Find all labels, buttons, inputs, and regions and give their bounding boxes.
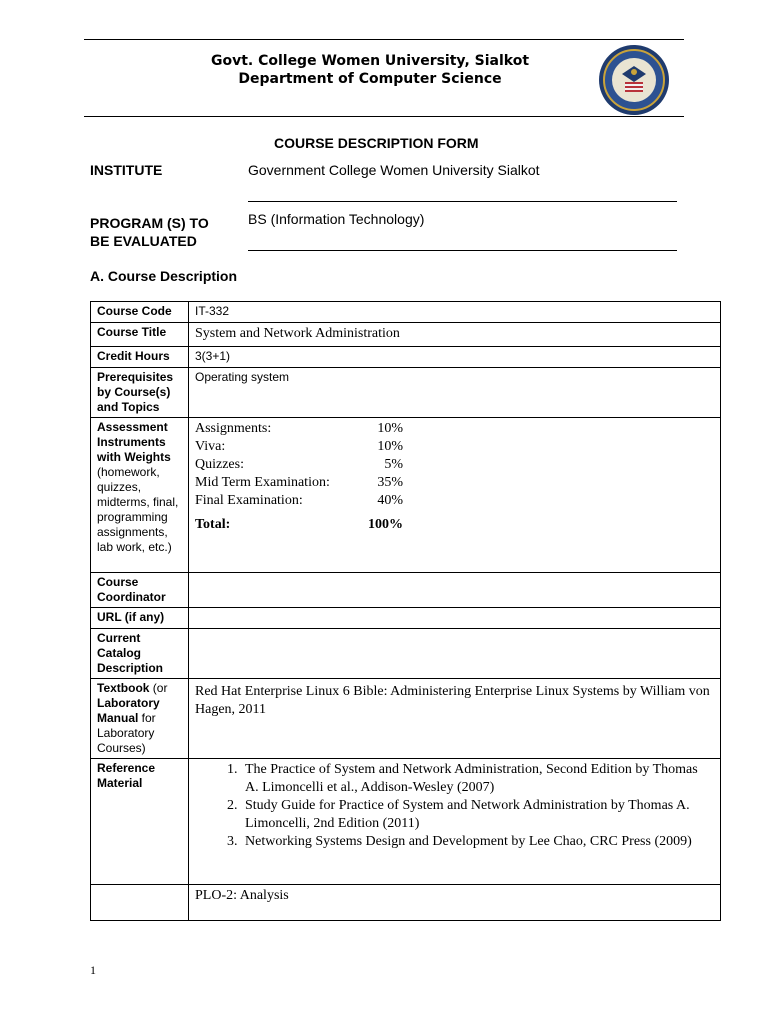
table-row-url [91,608,721,629]
plo-value: PLO-2: Analysis [189,885,721,921]
university-seal-logo [598,44,670,116]
program-value: BS (Information Technology) [248,211,425,227]
program-label-line2: BE EVALUATED [90,233,197,249]
header-top-rule [84,39,684,40]
reference-label: Reference Material [97,761,156,790]
assessment-item: Viva: 10% [195,439,403,454]
assessment-item: Quizzes: 5% [195,457,403,472]
assessment-item: Mid Term Examination: 35% [195,475,403,490]
textbook-label-part: (or [149,681,168,695]
textbook-label: Textbook [97,681,150,695]
reference-list-cell [189,759,721,885]
institute-underline [248,201,677,202]
course-title-label: Course Title [97,325,167,339]
assessment-total: Total: 100% [195,517,403,532]
table-row-plo [91,885,721,921]
program-label-line1: PROGRAM (S) TO [90,215,209,231]
plo-label [91,885,189,921]
prerequisites-value: Operating system [189,368,721,418]
department-name: Department of Computer Science [238,71,502,87]
textbook-text: Red Hat Enterprise Linux 6 Bible: Administering Enterprise Linux Systems by William von Hagen, 2011 [195,684,710,717]
credit-hours-label: Credit Hours [97,349,170,363]
textbook-label-part: for Laboratory Courses) [97,711,156,755]
table-row-catalog [91,629,721,679]
list-item: 3. Networking Systems Design and Development by Lee Chao, CRC Press (2009) [241,833,714,851]
page-number: 1 [90,963,96,977]
course-title-value: System and Network Administration [189,323,721,347]
section-a-title: A. Course Description [90,268,238,284]
assessment-item: Assignments: 10% [195,421,403,436]
table-row-reference [91,759,721,885]
institute-value: Government College Women University Sialkot [248,162,540,178]
assessment-weights [189,418,721,573]
prerequisites-label: Prerequisites by Course(s) and Topics [97,370,174,414]
reference-list [195,761,714,851]
catalog-label: Current Catalog Description [97,631,164,675]
url-label: URL (if any) [97,610,165,624]
list-item: 2. Study Guide for Practice of System and Network Administration by Thomas A. Limoncelli, 2nd Edition (2011) [241,797,714,833]
university-name: Govt. College Women University, Sialkot [210,53,530,69]
table-row-course-code [91,302,721,323]
program-underline [248,250,677,251]
assessment-label-detail: (homework, quizzes, midterms, final, programming assignments, lab work, etc.) [97,465,179,554]
institute-label: INSTITUTE [90,162,163,178]
textbook-value [189,679,721,759]
course-description-table [90,301,721,921]
catalog-value [189,629,721,679]
table-row-credit-hours [91,347,721,368]
list-item: 1. The Practice of System and Network Administration, Second Edition by Thomas A. Limoncelli et al., Addison-Wesley (2007) [241,761,714,797]
course-coordinator-value [189,573,721,608]
course-coordinator-label: Course Coordinator [97,575,166,604]
url-value [189,608,721,629]
course-code-value: IT-332 [189,302,721,323]
assessment-label: Assessment Instruments with Weights [97,420,171,464]
header-bottom-rule [84,116,684,117]
assessment-item: Final Examination: 40% [195,493,403,508]
form-title: COURSE DESCRIPTION FORM [274,135,479,151]
table-row-textbook [91,679,721,759]
table-row-assessment [91,418,721,573]
lab-manual-label: Laboratory Manual [97,696,160,725]
table-row-prerequisites [91,368,721,418]
credit-hours-value: 3(3+1) [189,347,721,368]
table-row-course-coordinator [91,573,721,608]
course-code-label: Course Code [97,304,172,318]
table-row-course-title [91,323,721,347]
